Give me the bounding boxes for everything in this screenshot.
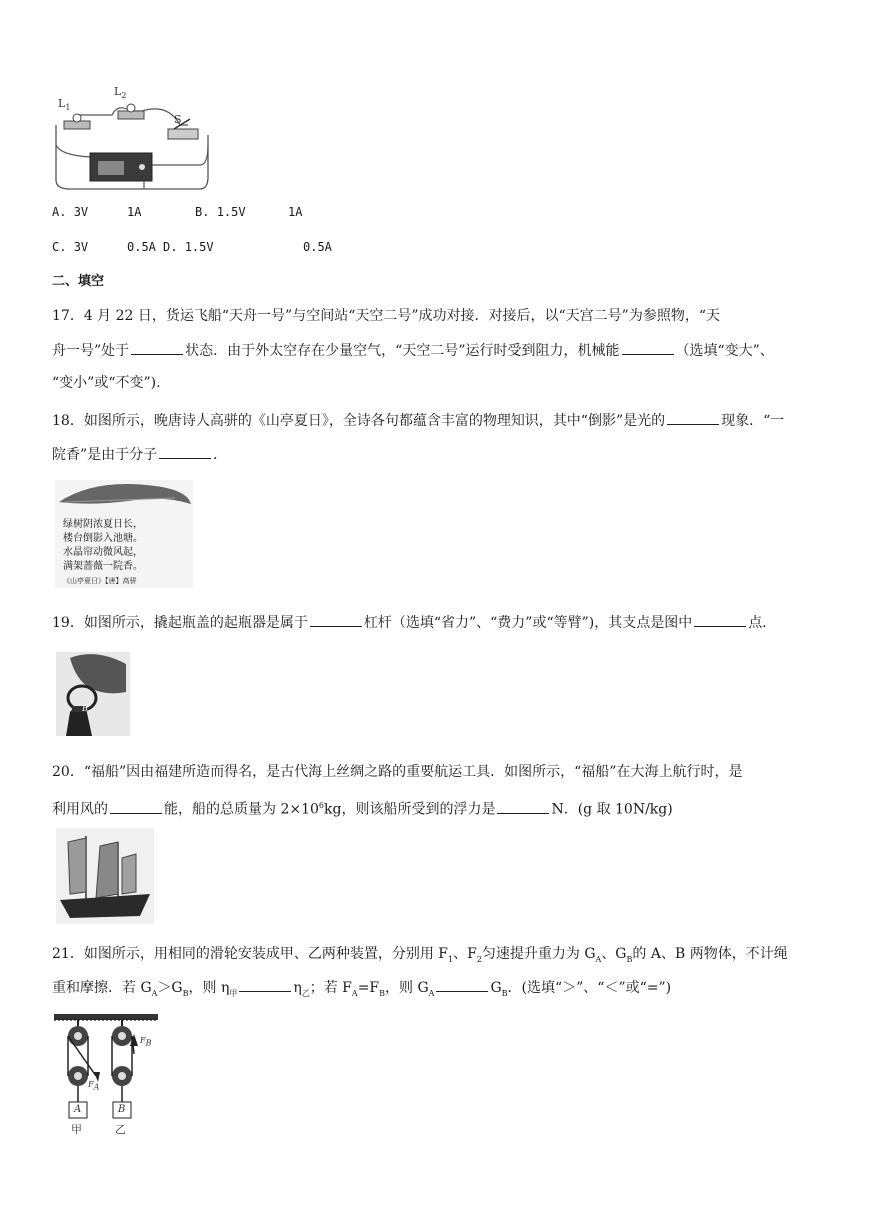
q21-blank-2[interactable]: [436, 977, 488, 992]
q21-line-2: 重和摩擦．若 $G_A>G_B$，则 $\eta_甲$ $\eta_乙$；若 $F_A=F_B$，则 $G_A$ $G_B$．(选填“＞”、“＜”或“=”): [52, 977, 671, 1004]
force-a-label: $F_A$: [88, 1080, 100, 1092]
block-b-label: B: [118, 1104, 126, 1115]
circuit-figure: [50, 85, 210, 193]
point-b-label: B: [82, 704, 88, 713]
label-jia: 甲: [71, 1123, 82, 1136]
q17-line-2: 舟一号”处于 状态．由于外太空存在少量空气，“天空二号”运行时受到阻力，机械能 （选填“变大”、: [52, 340, 774, 361]
q17-blank-1[interactable]: [131, 340, 183, 355]
section-title: 二、填空: [52, 274, 105, 289]
force-b-label: $F_B$: [140, 1036, 152, 1048]
q20-blank-1[interactable]: [110, 799, 162, 814]
label-s: S: [174, 113, 182, 126]
poem-line-3: 水晶帘动微风起，: [63, 547, 143, 558]
q19-line: 19．如图所示，撬起瓶盖的起瓶器是属于 杠杆（选填“省力”、“费力”或“等臂”)，其支点是图中 点．: [52, 612, 776, 633]
q21-line-1: 21．如图所示，用相同的滑轮安装成甲、乙两种装置，分别用 $F_1$、$F_2$匀速提升重力为 $G_A$、$G_B$的 A、B 两物体，不计绳: [52, 946, 788, 964]
option-d: D. 1.5V 0.5A: [163, 240, 332, 254]
poem-line-1: 绿树阴浓夏日长，: [63, 519, 143, 530]
bottle-opener-figure: [56, 652, 130, 736]
poem-line-2: 楼台倒影入池塘。: [63, 533, 143, 544]
label-l2: $L_2$: [114, 85, 127, 101]
q17-line-1: 17．4 月 22 日，货运飞船“天舟一号”与空间站“天空二号”成功对接．对接后，以“天宫二号”为参照物，“天: [52, 308, 720, 324]
q20-line-1: 20．“福船”因由福建所造而得名，是古代海上丝绸之路的重要航运工具．如图所示，“福船”在大海上航行时，是: [52, 764, 743, 780]
option-a: A. 3V 1A: [52, 205, 142, 219]
ship-figure: [56, 828, 154, 924]
q18-blank-1[interactable]: [667, 410, 719, 425]
q18-blank-2[interactable]: [159, 444, 211, 459]
block-a-label: A: [74, 1104, 82, 1115]
poem-source: 《山亭夏日》【唐】高骈: [63, 577, 137, 585]
option-c: C. 3V 0.5A: [52, 240, 156, 254]
q17-line-3: “变小”或“不变”).: [52, 375, 161, 391]
option-b: B. 1.5V 1A: [195, 205, 303, 219]
label-yi: 乙: [115, 1123, 126, 1136]
poem-line-4: 满架蔷薇一院香。: [63, 561, 143, 572]
q19-blank-1[interactable]: [310, 612, 362, 627]
q18-line-2: 院香”是由于分子 ．: [52, 444, 227, 465]
pulley-figure: [54, 1014, 158, 1138]
poem-figure: [55, 480, 193, 588]
label-l1: $L_1$: [58, 97, 71, 113]
q21-blank-1[interactable]: [239, 977, 291, 992]
q17-blank-2[interactable]: [622, 340, 674, 355]
q19-blank-2[interactable]: [694, 612, 746, 627]
q20-blank-2[interactable]: [497, 799, 549, 814]
q18-line-1: 18．如图所示，晚唐诗人高骈的《山亭夏日》，全诗各句都蕴含丰富的物理知识，其中“倒影”是光的 现象．“一: [52, 410, 784, 431]
q20-line-2: 利用风的 能，船的总质量为 $2\times 10^6kg$，则该船所受到的浮力是 N．(g 取 10N/kg): [52, 796, 673, 820]
